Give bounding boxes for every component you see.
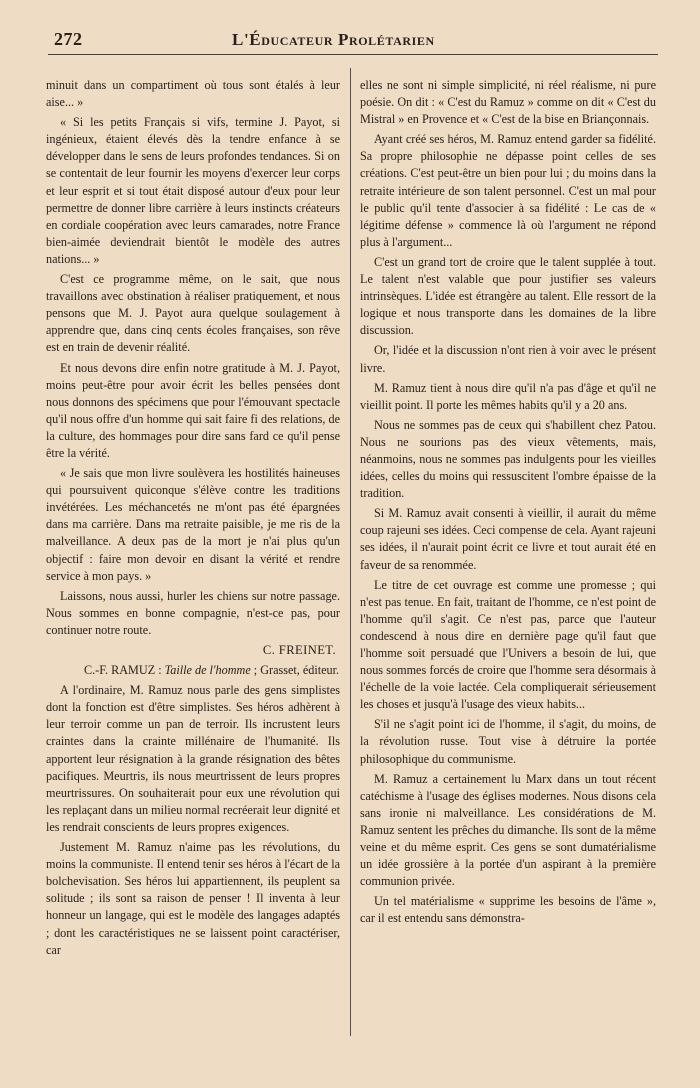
review-paragraph: Or, l'idée et la discussion n'ont rien à voir avec le présent livre. — [360, 343, 656, 375]
book-review-heading — [46, 662, 340, 679]
right-column — [360, 77, 656, 928]
left-column — [46, 77, 340, 959]
review-paragraph: S'il ne s'agit point ici de l'homme, il s'agit, du moins, de la révolution russe. Tout vise à détruire la portée philosophique du communisme. — [360, 717, 656, 766]
review-paragraph: Ayant créé ses héros, M. Ramuz entend garder sa fidélité. Sa propre philosophie ne dépasse point celles de ses créations. C'est peut-être un bien pour lui ; du moins dans la retraite intérieure de son talent personnel. C'est un mal pour le public qu'il tente d'associer à sa fidélité : Le cas de « légitime défense » commence là où l'argument ne répond plus à l'argument... — [360, 132, 656, 249]
review-paragraph: Si M. Ramuz avait consenti à vieillir, il aurait du même coup rajeuni ses idées. Ceci compense de cela. Ayant rajeuni ses idées, il n'aurait point écrit ce livre et tout aurait été en faveur de sa renommée. — [360, 506, 656, 572]
page-header — [48, 26, 658, 56]
review-author: C.-F. RAMUZ : — [84, 663, 165, 678]
author-signature: C. FREINET. — [262, 643, 336, 657]
review-paragraph: M. Ramuz tient à nous dire qu'il n'a pas d'âge et qu'il ne vieillit point. Il porte les mêmes habits qu'il y a 20 ans. — [360, 380, 656, 412]
review-paragraph: A l'ordinaire, M. Ramuz nous parle des gens simplistes dont la fonction est d'être simplistes. Ses héros adhèrent à leur terroir comme un pan de terroir. Ils incrustent leurs craintes dans la crainte millénaire de l'humanité. Ils apportent leur résignation à la grande résignation des bêtes pacifiques. Meurtris, ils nous meurtrissent de leurs propres meurtrissures. On souhaiterait pour eux une révolution qui les replaçant dans un milieu normal recréerait leur dignité et les rendrait conscients de leurs propres exigences. — [46, 683, 340, 834]
review-paragraph: Nous ne sommes pas de ceux qui s'habillent chez Patou. Nous ne sourions pas des vieux vêtements, mais, néanmoins, nous ne sommes pas indulgents pour les vieilles idées, celles du moins qui ressuscitent l'ombre épaisse de la tradition. — [360, 417, 656, 501]
page-number: 272 — [54, 29, 83, 49]
review-paragraph: M. Ramuz a certainement lu Marx dans un tout récent catéchisme à l'usage des églises modernes. Nous disons cela sans ironie ni malveillance. Les considérations de M. Ramuz sentent les prêches du dimanche. Ils sont de la même veine et du même esprit. Ces gens se sont dumatérialisme un idée grossière à la portée d'un aspirant à la première communion privée. — [360, 771, 656, 889]
header-rule — [48, 54, 658, 55]
article-paragraph: C'est ce programme même, on le sait, que nous travaillons avec obstination à réaliser pratiquement, et nous pensons que M. J. Payot aura quelque soulagement à apprendre que, dans cinq cents écoles françaises, son rêve est en train de devenir réalité. — [46, 272, 340, 355]
review-paragraph: Justement M. Ramuz n'aime pas les révolutions, du moins la communiste. Il entend tenir ses héros à l'écart de la bolchevisation. Ses héros lui appartiennent, ils peuplent sa solitude ; ils sont sa raison de penser ! Il inventa à leur honneur un langage, qui est le modèle des langages adaptés ; dont les caractéristiques ne se laissent point caractériser, car — [46, 840, 340, 957]
journal-title: L'Éducateur Prolétarien — [232, 30, 435, 49]
article-paragraph: Laissons, nous aussi, hurler les chiens sur notre passage. Nous sommes en bonne compagnie, n'est-ce pas, pour continuer notre route. — [46, 588, 340, 637]
review-paragraph: C'est un grand tort de croire que le talent supplée à tout. Le talent n'est valable que pour justifier ses valeurs intrinsèques. L'idée est étrangère au talent. Elle ressort de la logique et nous transporte dans les domaines de la libre discussion. — [360, 254, 656, 338]
review-publisher: ; Grasset, éditeur. — [250, 663, 340, 678]
review-paragraph: Un tel matérialisme « supprime les besoins de l'âme », car il est entendu sans démonstra- — [360, 894, 656, 926]
article-paragraph: « Je sais que mon livre soulèvera les hostilités haineuses qui poursuivent quiconque s'élève contre les traditions invétérées. Les méchancetés ne m'ont pas été épargnées dans ma carrière. Dans ma retraite paisible, je me ris de la malveillance. A deux pas de la mort je n'ai plus qu'un objectif : faire mon devoir en disant la vérité et rendre service à mon pays. » — [46, 466, 340, 583]
review-paragraph: elles ne sont ni simple simplicité, ni réel réalisme, ni pure poésie. On dit : « C'est du Ramuz » comme on dit « C'est du Mistral » en Provence et « C'est de la bise en Briançonnais. — [360, 78, 656, 127]
article-paragraph: « Si les petits Français si vifs, termine J. Payot, si ingénieux, étaient élevés dès la tendre enfance à se développer dans le sens de leurs profondes tendances. Si on se contentait de leur fournir les moyens d'exercer leur corps et leur esprit et si tout était disposé autour d'eux pour leur permettre de donner libre carrière à leurs instincts créateurs en cordiale coopération avec leurs camarades, notre France bien-aimée deviendrait bientôt le modèle des autres nations... » — [46, 115, 340, 266]
review-paragraph: Le titre de cet ouvrage est comme une promesse ; qui n'est pas tenue. En fait, traitant de l'homme, ce n'est point de l'homme qu'il s'agit. Ce n'est pas, parce que l'auteur condescend à nous dire en dernière page qu'il faut que l'homme soit persuadé que l'Univers a besoin de lui, que nous sommes forcés de croire que l'homme sera désormais à l'échelle de la voie lactée. Cela compliquerait sérieusement les choses et jusqu'à l'usage des vieux habits... — [360, 577, 656, 712]
column-divider — [350, 68, 351, 1036]
article-paragraph: Et nous devons dire enfin notre gratitude à M. J. Payot, moins peut-être pour avoir écrit les belles pensées dont nous donnons des spécimens que pour l'émouvant spectacle qu'il nous offre d'un homme qui sait faire fi des relations, de la culture, des hommages pour dire sans fard ce qu'il pense être la vérité. — [46, 360, 340, 460]
page-bottom-margin — [0, 1048, 700, 1088]
article-paragraph: minuit dans un compartiment où tous sont étalés à leur aise... » — [46, 78, 340, 110]
review-book-title: Taille de l'homme — [164, 663, 251, 678]
